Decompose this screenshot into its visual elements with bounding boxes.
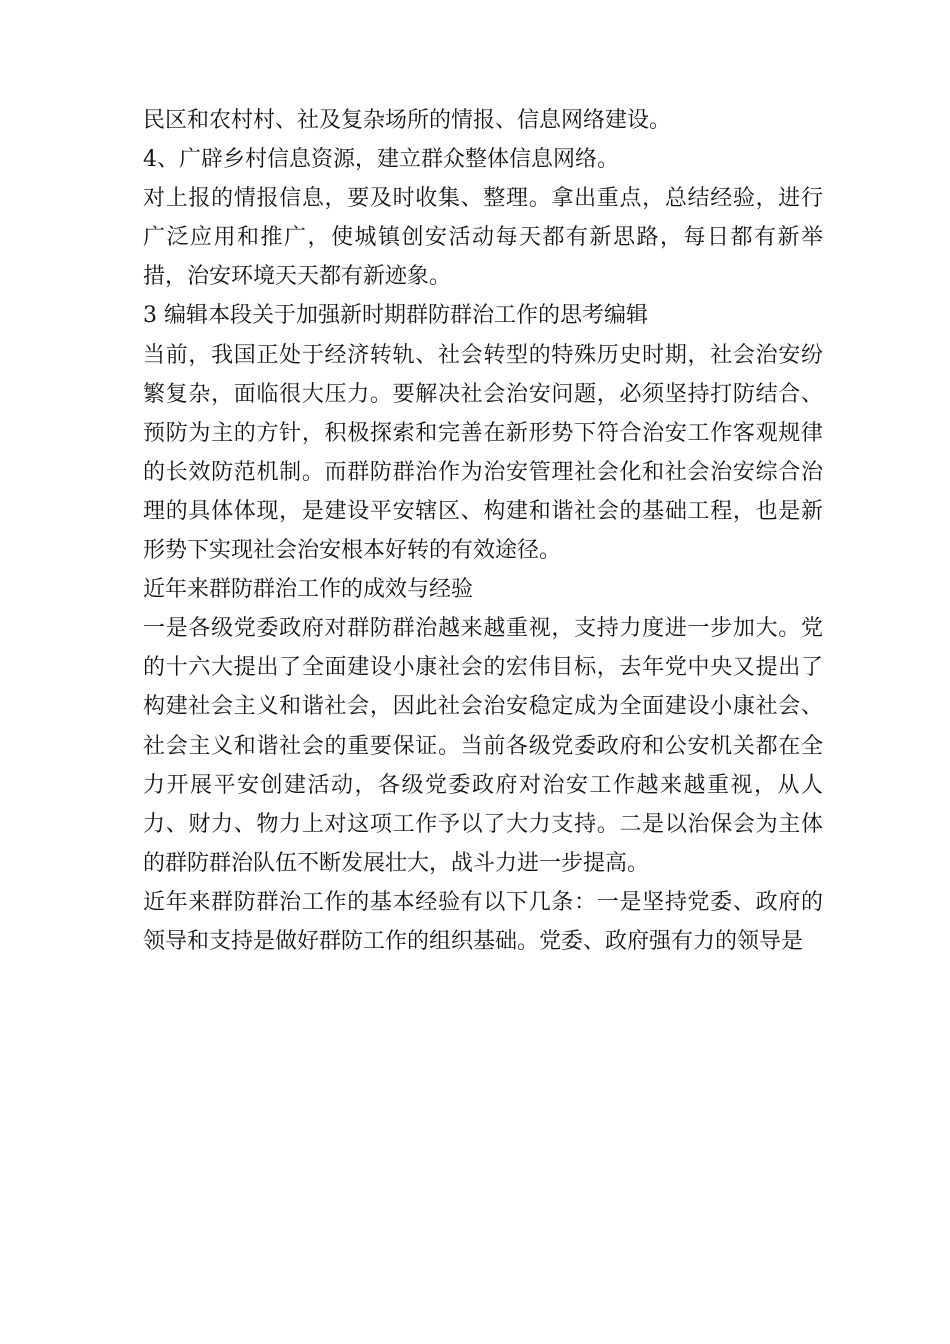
subheading: 近年来群防群治工作的成效与经验 [143, 577, 474, 603]
document-body [143, 101, 823, 961]
paragraph-6: 近年来群防群治工作的基本经验有以下几条：一是坚持党委、政府的领导和支持是做好群防工作的组织基础。党委、政府强有力的领导是 [143, 889, 823, 954]
paragraph-1: 民区和农村村、社及复杂场所的情报、信息网络建设。 [143, 108, 672, 133]
section-heading: 3 编辑本段关于加强新时期群防群治工作的思考编辑 [143, 303, 648, 329]
paragraph-2: 4、广辟乡村信息资源，建立群众整体信息网络。 [143, 147, 619, 173]
paragraph-5: 一是各级党委政府对群防群治越来越重视，支持力度进一步加大。党的十六大提出了全面建设小康社会的宏伟目标，去年党中央又提出了构建社会主义和谐社会，因此社会治安稳定成为全面建设小康社会、社会主义和谐社会的重要保证。当前各级党委政府和公安机关都在全力开展平安创建活动，各级党委政府对治安工作越来越重视，从人力、财力、物力上对这项工作予以了大力支持。二是以治保会为主体的群防群治队伍不断发展壮大，战斗力进一步提高。 [143, 616, 823, 876]
paragraph-4: 当前，我国正处于经济转轨、社会转型的特殊历史时期，社会治安纷繁复杂，面临很大压力。要解决社会治安问题，必须坚持打防结合、预防为主的方针，积极探索和完善在新形势下符合治安工作客观规律的长效防范机制。而群防群治作为治安管理社会化和社会治安综合治理的具体体现，是建设平安辖区、构建和谐社会的基础工程，也是新形势下实现社会治安根本好转的有效途径。 [143, 342, 823, 564]
paragraph-3: 对上报的情报信息，要及时收集、整理。拿出重点，总结经验，进行广泛应用和推广，使城镇创安活动每天都有新思路，每日都有新举措，治安环境天天都有新迹象。 [143, 186, 823, 290]
